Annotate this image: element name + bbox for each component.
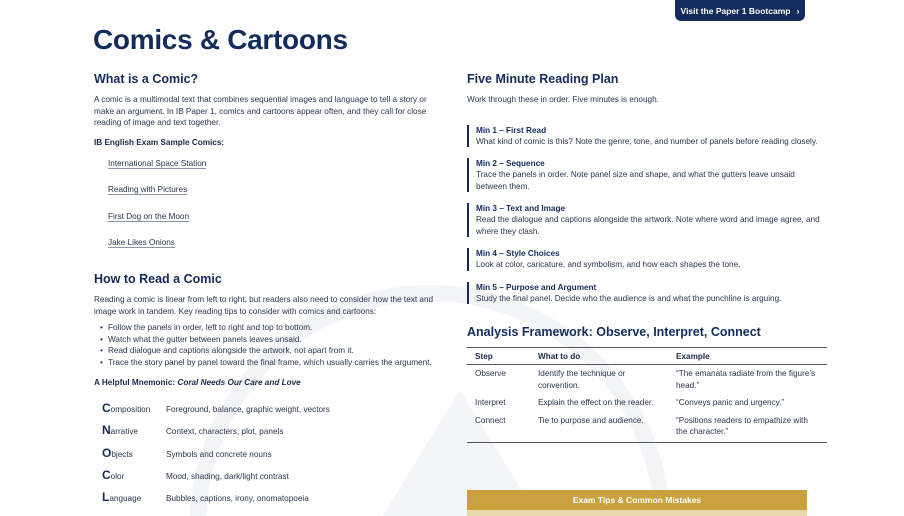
list-item: • Watch what the gutter between panels leaves unsaid. <box>100 334 439 346</box>
exam-tips-panel-edge <box>467 510 807 516</box>
mnemonic-label: A Helpful Mnemonic: <box>94 378 176 387</box>
plan-step-title: Min 5 – Purpose and Argument <box>476 282 597 292</box>
exam-tips-label: Exam Tips & Common Mistakes <box>572 495 702 505</box>
table-cell: Tie to purpose and audience. <box>530 412 668 443</box>
coln-row <box>102 446 439 468</box>
table-row <box>467 365 827 395</box>
list-item <box>108 179 439 197</box>
list-item <box>108 232 439 250</box>
plan-step-text: Look at color, caricature, and symbolism, and how each shapes the tone. <box>476 260 741 269</box>
samples-list <box>94 153 439 251</box>
plan-step <box>467 248 827 271</box>
plan-step <box>467 158 827 192</box>
reading-plan-section <box>467 72 827 304</box>
column-header: What to do <box>530 348 668 365</box>
table-cell: “Positions readers to empathize with the character.” <box>668 412 827 443</box>
coln-term <box>102 490 166 504</box>
coln-initial: L <box>102 490 110 505</box>
coln-row <box>102 423 439 445</box>
bootcamp-button[interactable] <box>675 0 805 21</box>
table-row <box>467 412 827 443</box>
coln-initial: O <box>102 445 112 460</box>
samples-label: IB English Exam Sample Comics: <box>94 137 225 147</box>
mnemonic-line <box>94 378 439 387</box>
how-to-read-heading: How to Read a Comic <box>94 272 222 286</box>
table-row <box>467 394 827 412</box>
coln-desc: Symbols and concrete nouns <box>166 449 272 459</box>
coln-term <box>102 401 166 415</box>
what-is-section <box>94 72 439 250</box>
coln-desc: Context, characters, plot, panels <box>166 427 284 437</box>
sample-link[interactable]: First Dog on the Moon <box>108 211 190 221</box>
framework-table <box>467 347 827 443</box>
plan-step-title: Min 3 – Text and Image <box>476 204 566 213</box>
coln-term <box>102 468 166 482</box>
plan-step-text: What kind of comic is this? Note the genre, tone, and number of panels before reading closely. <box>476 136 818 146</box>
table-cell: Interpret <box>475 398 506 407</box>
plan-step-text: Study the final panel. Decide who the audience is and what the punchline is arguing. <box>476 293 782 303</box>
list-item <box>108 153 439 171</box>
coln-initial: N <box>102 423 111 438</box>
coln-rest: omposition <box>110 405 151 414</box>
table-cell: Connect <box>467 412 530 443</box>
framework-heading: Analysis Framework: Observe, Interpret, Connect <box>467 325 761 339</box>
sample-link[interactable]: Reading with Pictures <box>108 185 188 194</box>
column-header: Example <box>668 348 827 365</box>
coln-row <box>102 401 439 423</box>
table-cell: Explain the effect on the reader. <box>538 398 654 407</box>
framework-section <box>467 325 827 443</box>
reading-tips-list <box>94 322 439 368</box>
list-item: • Read dialogue and captions alongside the artwork, not apart from it. <box>100 345 439 357</box>
coln-rest: arrative <box>110 427 138 437</box>
plan-step-title: Min 1 – First Read <box>476 125 547 135</box>
exam-tips-accordion[interactable] <box>467 490 807 510</box>
table-cell: Identify the technique or convention. <box>538 369 626 390</box>
plan-step <box>467 282 827 305</box>
reading-plan-heading: Five Minute Reading Plan <box>467 72 619 86</box>
how-to-read-section <box>94 272 439 512</box>
sample-link[interactable]: International Space Station <box>108 158 207 168</box>
coln-initial: C <box>102 467 111 482</box>
coln-row <box>102 468 439 490</box>
coln-term <box>102 446 166 460</box>
plan-step-text: Read the dialogue and captions alongside the artwork. Note where word and image agree, and where they clash. <box>476 215 820 236</box>
table-cell: “The emanata radiate from the figure’s head.” <box>676 369 816 390</box>
left-column <box>94 72 439 512</box>
plan-step <box>467 203 827 237</box>
plan-step-text: Trace the panels in order. Note panel size and shape, and what the gutters leave unsaid between them. <box>476 170 795 191</box>
reading-plan-intro: Work through these in order. Five minutes is enough. <box>467 95 659 104</box>
table-header-row <box>467 348 827 365</box>
table-cell: Observe <box>475 369 506 378</box>
page-title: Comics & Cartoons <box>93 24 348 55</box>
coln-row <box>102 490 439 512</box>
what-is-heading: What is a Comic? <box>94 72 199 86</box>
plan-step-title: Min 4 – Style Choices <box>476 249 560 258</box>
right-column <box>467 72 827 443</box>
list-item <box>108 206 439 224</box>
coln-rest: anguage <box>109 494 142 504</box>
coln-desc: Bubbles, captions, irony, onomatopoeia <box>166 494 309 504</box>
coln-desc: Foreground, balance, graphic weight, vectors <box>166 405 330 414</box>
coln-initial: C <box>102 401 111 415</box>
list-item: • Follow the panels in order, left to right and top to bottom. <box>100 322 439 334</box>
sample-link[interactable]: Jake Likes Onions <box>108 238 175 247</box>
bootcamp-button-label: Visit the Paper 1 Bootcamp <box>680 5 791 16</box>
coln-rest: bjects <box>111 449 133 459</box>
coln-rest: olor <box>110 471 125 481</box>
table-cell: “Conveys panic and urgency.” <box>676 398 785 407</box>
list-item: • Trace the story panel by panel toward the final frame, which usually carries the argument. <box>100 357 439 369</box>
chevron-right-icon: › <box>796 5 800 16</box>
plan-step <box>467 125 827 148</box>
how-to-read-body: Reading a comic is linear from left to right, but readers also need to consider how the text and image work in tandem. Key reading tips to consider with comics and cartoons: <box>94 295 434 316</box>
what-is-body: A comic is a multimodal text that combines sequential images and language to tell a story or make an argument. In IB Paper 1, comics and cartoons appear often, and they call for close reading of image and text together. <box>94 95 427 127</box>
coln-desc: Mood, shading, dark/light contrast <box>166 471 289 481</box>
plan-step-title: Min 2 – Sequence <box>476 159 545 168</box>
column-header: Step <box>467 348 530 365</box>
coln-term <box>102 423 166 437</box>
mnemonic-phrase: Coral Needs Our Care and Love <box>177 378 301 387</box>
coln-list <box>94 401 439 512</box>
